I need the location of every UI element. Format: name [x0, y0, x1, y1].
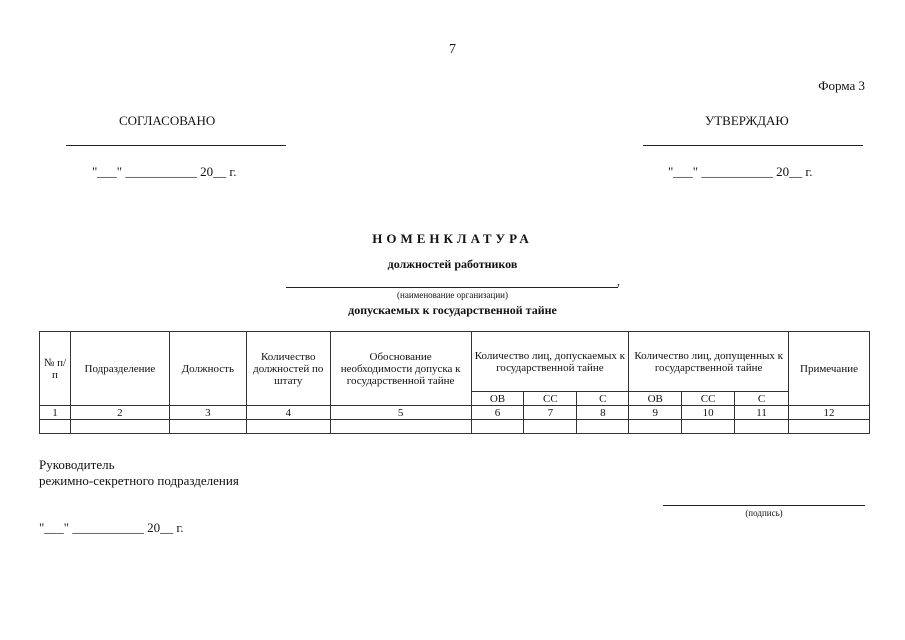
header-count-staff: Количество должностей по штату — [246, 332, 330, 406]
organization-caption: (наименование организации) — [397, 290, 508, 300]
organization-line — [286, 287, 618, 288]
empty-cell — [789, 420, 870, 434]
header-admitted: Количество лиц, допущенных к государственной тайне — [629, 332, 789, 392]
header-note: Примечание — [789, 332, 870, 406]
agreed-title: СОГЛАСОВАНО — [119, 113, 216, 128]
form-label: Форма 3 — [818, 78, 865, 93]
sub-header: ОВ — [471, 392, 524, 406]
organization-line-comma: , — [617, 274, 620, 288]
head-title: Руководитель — [39, 457, 115, 472]
footer-date: "___" ___________ 20__ г. — [39, 520, 184, 535]
column-number: 7 — [524, 406, 577, 420]
document-subtitle-2: допускаемых к государственной тайне — [348, 303, 557, 317]
column-number-row — [40, 406, 870, 420]
document-title: НОМЕНКЛАТУРА — [372, 231, 533, 246]
sub-header: С — [577, 392, 629, 406]
header-department: Подразделение — [70, 332, 169, 406]
column-number: 2 — [70, 406, 169, 420]
column-number: 3 — [169, 406, 246, 420]
empty-cell — [330, 420, 471, 434]
sub-header: ОВ — [629, 392, 682, 406]
approve-date: "___" ___________ 20__ г. — [668, 164, 813, 179]
empty-cell — [629, 420, 682, 434]
header-admitting: Количество лиц, допускаемых к государственной тайне — [471, 332, 629, 392]
agreed-signature-line — [66, 145, 286, 146]
empty-cell — [471, 420, 524, 434]
empty-cell — [735, 420, 789, 434]
header-num: № п/п — [40, 332, 71, 406]
sub-header: СС — [682, 392, 735, 406]
column-number: 10 — [682, 406, 735, 420]
agreed-date: "___" ___________ 20__ г. — [92, 164, 237, 179]
empty-cell — [70, 420, 169, 434]
sub-header: С — [735, 392, 789, 406]
page-number: 7 — [449, 42, 456, 57]
column-number: 8 — [577, 406, 629, 420]
document-subtitle: должностей работников — [387, 257, 518, 271]
column-number: 6 — [471, 406, 524, 420]
signature-caption: (подпись) — [745, 508, 783, 518]
header-position: Должность — [169, 332, 246, 406]
column-number: 4 — [246, 406, 330, 420]
approve-title: УТВЕРЖДАЮ — [705, 113, 789, 128]
approve-signature-line — [643, 145, 863, 146]
empty-cell — [577, 420, 629, 434]
signature-line — [663, 505, 865, 506]
column-number: 1 — [40, 406, 71, 420]
empty-cell — [682, 420, 735, 434]
empty-cell — [169, 420, 246, 434]
header-justification: Обоснование необходимости допуска к государственной тайне — [330, 332, 471, 406]
column-number: 9 — [629, 406, 682, 420]
sub-header: СС — [524, 392, 577, 406]
column-number: 12 — [789, 406, 870, 420]
empty-cell — [524, 420, 577, 434]
column-number: 5 — [330, 406, 471, 420]
table-row — [40, 420, 870, 434]
empty-cell — [40, 420, 71, 434]
column-number: 11 — [735, 406, 789, 420]
nomenclature-table — [39, 331, 870, 434]
head-department: режимно-секретного подразделения — [39, 473, 239, 488]
empty-cell — [246, 420, 330, 434]
